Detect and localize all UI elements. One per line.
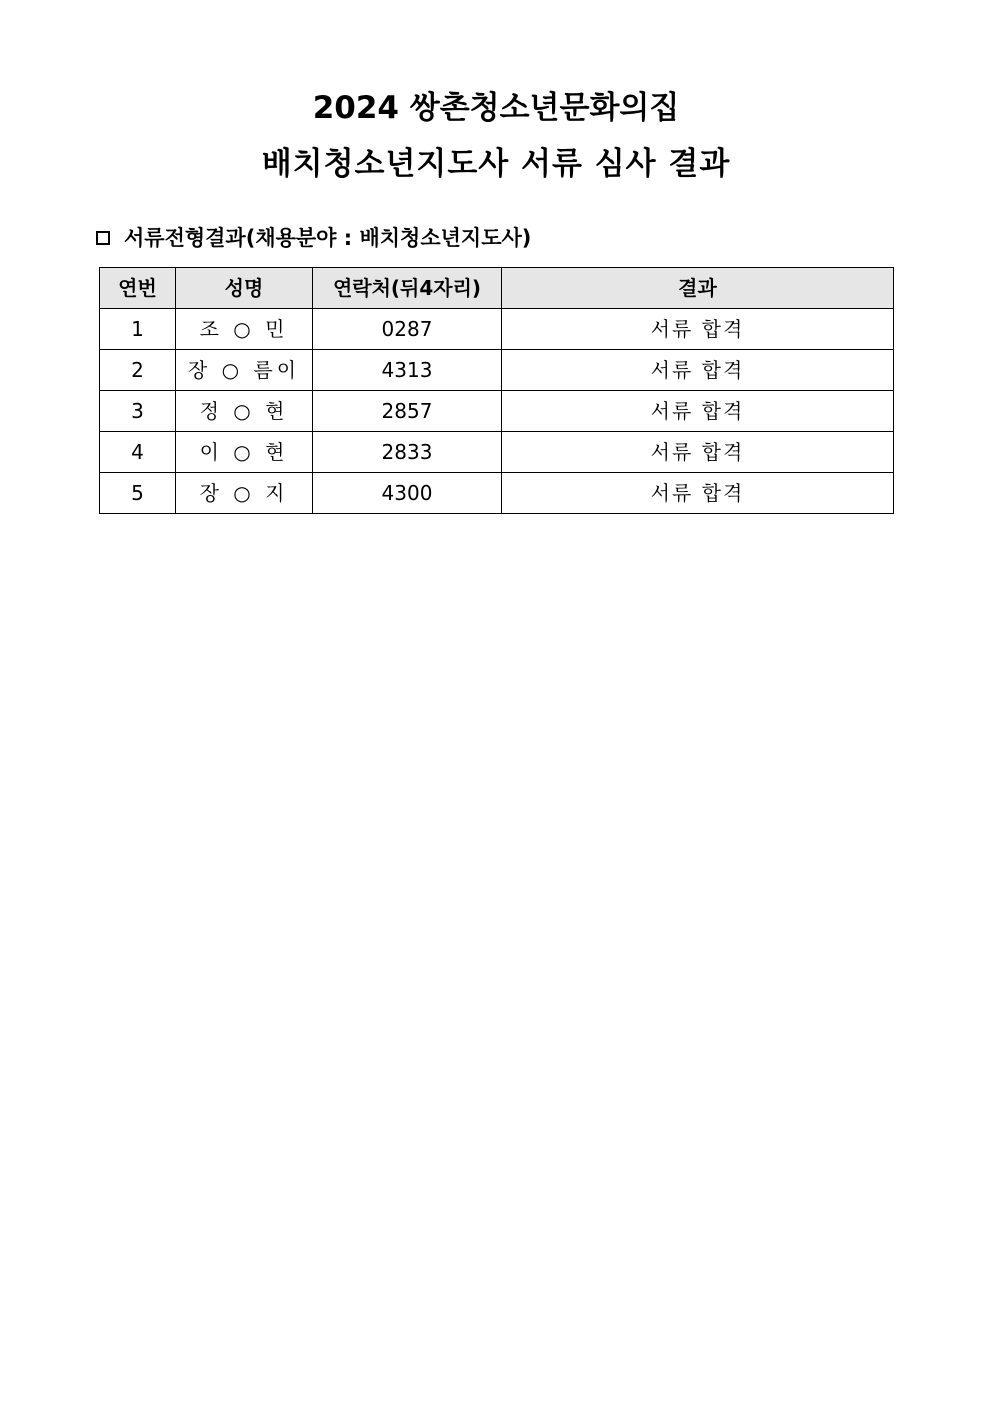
cell-contact: 4313 xyxy=(313,350,502,391)
cell-result: 서류 합격 xyxy=(502,391,894,432)
table-row xyxy=(100,473,894,514)
header-contact: 연락처(뒤4자리) xyxy=(313,268,502,309)
cell-contact: 0287 xyxy=(313,309,502,350)
cell-no: 1 xyxy=(100,309,176,350)
cell-no: 4 xyxy=(100,432,176,473)
header-name: 성명 xyxy=(176,268,313,309)
cell-name: 장 ○ 름이 xyxy=(176,350,313,391)
checkbox-icon xyxy=(96,231,110,245)
cell-name: 이 ○ 현 xyxy=(176,432,313,473)
cell-no: 5 xyxy=(100,473,176,514)
cell-contact: 2833 xyxy=(313,432,502,473)
cell-result: 서류 합격 xyxy=(502,350,894,391)
cell-name: 장 ○ 지 xyxy=(176,473,313,514)
cell-result: 서류 합격 xyxy=(502,309,894,350)
cell-contact: 4300 xyxy=(313,473,502,514)
cell-no: 2 xyxy=(100,350,176,391)
cell-result: 서류 합격 xyxy=(502,432,894,473)
table-row xyxy=(100,432,894,473)
header-result: 결과 xyxy=(502,268,894,309)
table-row xyxy=(100,350,894,391)
cell-name: 조 ○ 민 xyxy=(176,309,313,350)
table-header-row xyxy=(100,268,894,309)
cell-name: 정 ○ 현 xyxy=(176,391,313,432)
document-subtitle: 배치청소년지도사 서류 심사 결과 xyxy=(261,146,731,182)
cell-contact: 2857 xyxy=(313,391,502,432)
header-no: 연번 xyxy=(100,268,176,309)
table-row xyxy=(100,391,894,432)
table-row xyxy=(100,309,894,350)
results-table xyxy=(99,267,894,514)
section-heading-text: 서류전형결과(채용분야 : 배치청소년지도사) xyxy=(124,226,532,250)
section-heading xyxy=(96,224,531,252)
document-title: 2024 쌍촌청소년문화의집 xyxy=(312,90,680,126)
cell-no: 3 xyxy=(100,391,176,432)
cell-result: 서류 합격 xyxy=(502,473,894,514)
